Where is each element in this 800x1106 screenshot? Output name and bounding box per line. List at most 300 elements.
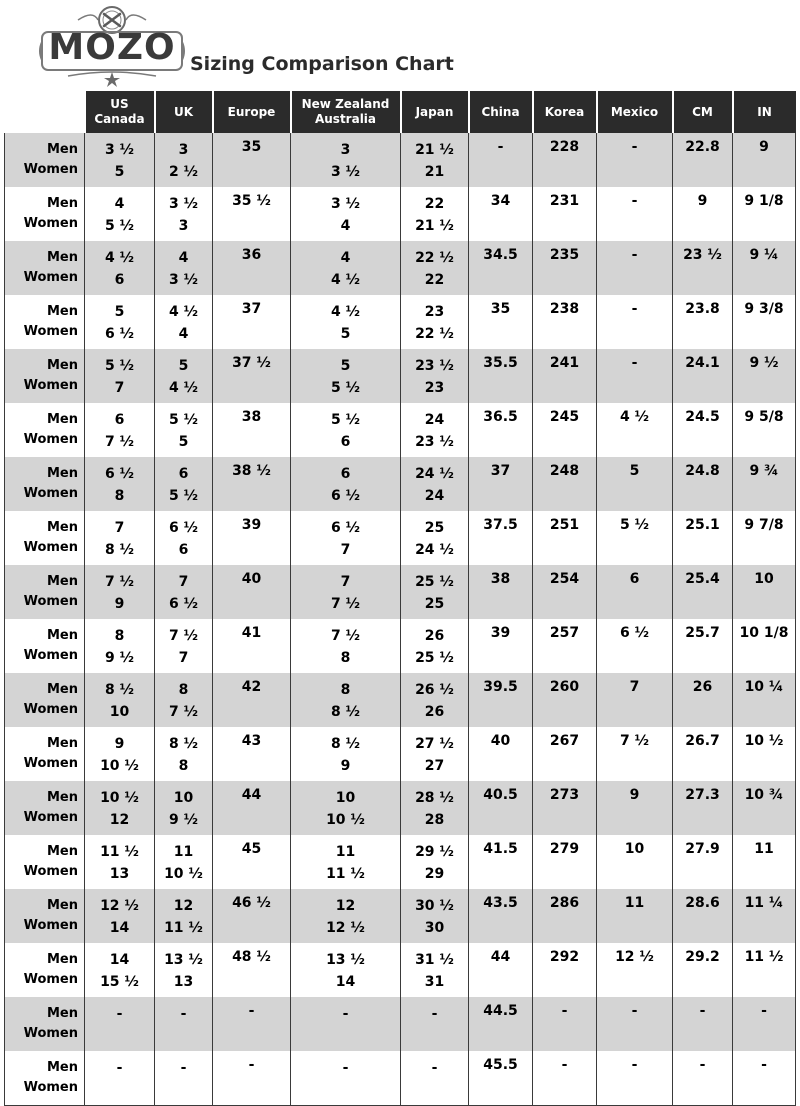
size-value: 254 (549, 571, 580, 587)
size-value: 292 (549, 949, 580, 965)
gender-label-cell (5, 295, 85, 349)
men-size-value: 22 ½ (415, 250, 454, 266)
size-cell-uk (155, 673, 213, 727)
size-cell-in (733, 943, 796, 997)
size-value: - (761, 1003, 767, 1019)
size-cell-mexico (597, 133, 673, 187)
women-size-value: 3 ½ (168, 272, 199, 288)
size-value: 238 (549, 301, 580, 317)
women-size-value (85, 1079, 154, 1101)
size-value: - (699, 1003, 706, 1019)
sizing-table (4, 91, 796, 1106)
size-cell-in (733, 511, 796, 565)
size-value: 251 (549, 517, 580, 533)
size-cell-in (733, 241, 796, 295)
women-size-value: 11 ½ (164, 920, 203, 936)
gender-label-cell (5, 727, 85, 781)
women-size-value: 24 (424, 488, 445, 504)
men-size-value: 30 ½ (415, 898, 454, 914)
size-cell-in (733, 133, 796, 187)
men-size-value: 25 (424, 520, 445, 536)
women-size-value: 3 ½ (330, 164, 361, 180)
table-row (5, 133, 796, 187)
size-value: - (561, 1003, 568, 1019)
size-value: - (699, 1057, 706, 1073)
table-row (5, 781, 796, 835)
size-value: - (561, 1057, 568, 1073)
men-size-value: 11 (335, 844, 356, 860)
size-cell-nz (291, 241, 401, 295)
table-row (5, 403, 796, 457)
size-cell-nz (291, 943, 401, 997)
column-header-mexico: Mexico (597, 91, 673, 133)
women-size-value (291, 1025, 400, 1047)
men-size-value: 26 ½ (415, 682, 454, 698)
size-cell-korea (533, 187, 597, 241)
size-cell-europe (213, 835, 291, 889)
table-row (5, 565, 796, 619)
table-row (5, 349, 796, 403)
size-value: 26 (692, 679, 713, 695)
men-size-value: 7 (340, 574, 351, 590)
size-cell-us (85, 403, 155, 457)
women-size-value: 12 (109, 812, 130, 828)
men-size-value: 4 ½ (330, 304, 361, 320)
size-cell-us (85, 241, 155, 295)
size-value: 24.5 (685, 409, 720, 425)
gender-label-cell (5, 889, 85, 943)
men-size-value: 6 (178, 466, 189, 482)
size-value: 9 (697, 193, 708, 209)
size-value: 40.5 (483, 787, 518, 803)
size-value: 46 ½ (232, 895, 271, 911)
size-value: 44 (490, 949, 511, 965)
women-size-value: 21 (424, 164, 445, 180)
table-row (5, 673, 796, 727)
men-size-value: 8 ½ (104, 682, 135, 698)
size-cell-europe (213, 457, 291, 511)
gender-label-cell (5, 1051, 85, 1106)
size-value: - (631, 1003, 638, 1019)
size-cell-nz (291, 511, 401, 565)
size-cell-uk (155, 457, 213, 511)
size-value: 44 (241, 787, 262, 803)
column-header-in: IN (733, 91, 796, 133)
size-cell-china (469, 295, 533, 349)
size-value: 9 (629, 787, 640, 803)
size-value: 27.3 (685, 787, 720, 803)
men-size-value: - (431, 1060, 438, 1076)
size-value: 40 (490, 733, 511, 749)
men-size-value: 4 (340, 250, 351, 266)
men-size-value: 6 (114, 412, 125, 428)
men-label: Men (46, 898, 78, 913)
men-size-value: 13 ½ (164, 952, 203, 968)
size-cell-cm (673, 727, 733, 781)
size-cell-japan (401, 1051, 469, 1106)
women-size-value: 6 (114, 272, 125, 288)
men-size-value: 9 (114, 736, 125, 752)
size-cell-nz (291, 1051, 401, 1106)
men-size-value: 7 ½ (104, 574, 135, 590)
men-label: Men (46, 952, 78, 967)
men-size-value: 6 ½ (330, 520, 361, 536)
size-cell-cm (673, 1051, 733, 1106)
size-cell-mexico (597, 1051, 673, 1106)
size-value: 267 (549, 733, 580, 749)
column-header-china: China (469, 91, 533, 133)
size-cell-china (469, 619, 533, 673)
women-size-value: 10 ½ (326, 812, 365, 828)
size-cell-us (85, 349, 155, 403)
table-row (5, 511, 796, 565)
size-value: 10 ½ (744, 733, 784, 749)
men-label: Men (46, 628, 78, 643)
size-value: 38 (241, 409, 262, 425)
men-size-value: 11 ½ (100, 844, 139, 860)
women-size-value: 10 (109, 704, 130, 720)
size-cell-europe (213, 997, 291, 1051)
gender-label-cell (5, 511, 85, 565)
men-size-value: - (180, 1060, 187, 1076)
size-cell-europe (213, 619, 291, 673)
women-label: Women (23, 486, 78, 501)
column-header-japan: Japan (401, 91, 469, 133)
size-cell-korea (533, 835, 597, 889)
size-value: 34 (490, 193, 511, 209)
size-cell-china (469, 943, 533, 997)
men-size-value: 7 (178, 574, 189, 590)
size-cell-china (469, 457, 533, 511)
size-cell-in (733, 295, 796, 349)
gender-label-cell (5, 565, 85, 619)
size-cell-us (85, 133, 155, 187)
women-size-value: 23 (424, 380, 445, 396)
size-value: 42 (241, 679, 262, 695)
men-size-value: 21 ½ (415, 142, 454, 158)
size-value: 257 (549, 625, 580, 641)
size-cell-uk (155, 295, 213, 349)
header-row (5, 91, 796, 133)
size-cell-in (733, 889, 796, 943)
size-cell-china (469, 187, 533, 241)
women-label: Women (23, 864, 78, 879)
size-cell-uk (155, 997, 213, 1051)
women-size-value: 7 (178, 650, 189, 666)
size-cell-nz (291, 835, 401, 889)
size-value: 27.9 (685, 841, 720, 857)
size-cell-mexico (597, 889, 673, 943)
size-cell-europe (213, 511, 291, 565)
size-cell-nz (291, 997, 401, 1051)
women-size-value: 5 (178, 434, 189, 450)
size-value: 245 (549, 409, 580, 425)
men-label: Men (46, 736, 78, 751)
women-size-value: 28 (424, 812, 445, 828)
size-cell-uk (155, 889, 213, 943)
size-cell-japan (401, 835, 469, 889)
women-size-value: 25 (424, 596, 445, 612)
women-size-value: 5 (340, 326, 351, 342)
gender-label-cell (5, 349, 85, 403)
size-cell-us (85, 835, 155, 889)
women-label: Women (23, 972, 78, 987)
women-size-value: 23 ½ (415, 434, 454, 450)
size-value: 11 ½ (744, 949, 784, 965)
size-value: 9 ¼ (749, 247, 779, 263)
men-label: Men (46, 520, 78, 535)
men-size-value: 23 ½ (415, 358, 454, 374)
size-value: 36 (241, 247, 262, 263)
size-value: 286 (549, 895, 580, 911)
size-cell-uk (155, 565, 213, 619)
page-title: Sizing Comparison Chart (190, 53, 454, 75)
size-cell-mexico (597, 835, 673, 889)
men-size-value: 4 ½ (168, 304, 199, 320)
size-cell-us (85, 781, 155, 835)
women-size-value: 6 (340, 434, 351, 450)
size-cell-korea (533, 457, 597, 511)
size-cell-mexico (597, 187, 673, 241)
size-cell-cm (673, 241, 733, 295)
women-size-value (155, 1025, 212, 1047)
size-cell-us (85, 727, 155, 781)
women-size-value: 6 (178, 542, 189, 558)
size-cell-china (469, 565, 533, 619)
women-label: Women (23, 810, 78, 825)
size-cell-cm (673, 943, 733, 997)
size-value: 235 (549, 247, 580, 263)
men-size-value: 13 ½ (326, 952, 365, 968)
women-size-value: 3 (178, 218, 189, 234)
size-value: 29.2 (685, 949, 720, 965)
column-header-new-zealand-australia: New Zealand Australia (291, 91, 401, 133)
men-size-value: - (342, 1060, 349, 1076)
men-label: Men (46, 790, 78, 805)
size-value: 11 (754, 841, 774, 857)
men-size-value: 3 (340, 142, 351, 158)
size-cell-europe (213, 187, 291, 241)
men-size-value: 7 (114, 520, 125, 536)
men-size-value: 12 (173, 898, 194, 914)
men-label: Men (46, 682, 78, 697)
size-cell-in (733, 457, 796, 511)
gender-label-cell (5, 133, 85, 187)
size-cell-uk (155, 187, 213, 241)
size-cell-mexico (597, 997, 673, 1051)
women-size-value: 8 (340, 650, 351, 666)
table-row (5, 835, 796, 889)
size-value: - (497, 139, 504, 155)
size-value: 34.5 (483, 247, 518, 263)
women-label: Women (23, 1026, 78, 1041)
women-size-value: 9 ½ (104, 650, 135, 666)
men-size-value: 3 ½ (330, 196, 361, 212)
size-cell-in (733, 781, 796, 835)
men-size-value: 6 (340, 466, 351, 482)
women-size-value: 22 ½ (415, 326, 454, 342)
size-cell-mexico (597, 619, 673, 673)
men-size-value: 22 (424, 196, 445, 212)
size-cell-japan (401, 295, 469, 349)
size-cell-cm (673, 457, 733, 511)
women-size-value: 7 ½ (168, 704, 199, 720)
table-body (5, 133, 796, 1106)
size-cell-nz (291, 403, 401, 457)
size-value: 35 (241, 139, 262, 155)
men-size-value: 5 (340, 358, 351, 374)
size-cell-japan (401, 133, 469, 187)
size-cell-nz (291, 727, 401, 781)
size-value: 24.8 (685, 463, 720, 479)
size-cell-china (469, 673, 533, 727)
size-cell-in (733, 997, 796, 1051)
men-size-value: 25 ½ (415, 574, 454, 590)
gender-label-cell (5, 403, 85, 457)
women-size-value: 9 ½ (168, 812, 199, 828)
size-cell-uk (155, 133, 213, 187)
men-size-value: 8 (114, 628, 125, 644)
size-cell-korea (533, 619, 597, 673)
size-value: 39 (241, 517, 262, 533)
header-blank-cell (5, 91, 85, 133)
size-cell-cm (673, 835, 733, 889)
size-value: 11 ¼ (744, 895, 784, 911)
size-value: 241 (549, 355, 580, 371)
size-cell-in (733, 565, 796, 619)
men-label: Men (46, 412, 78, 427)
size-cell-us (85, 1051, 155, 1106)
women-label: Women (23, 270, 78, 285)
size-cell-japan (401, 889, 469, 943)
column-header-uk: UK (155, 91, 213, 133)
table-row (5, 619, 796, 673)
size-cell-mexico (597, 565, 673, 619)
size-value: 38 (490, 571, 511, 587)
size-cell-mexico (597, 349, 673, 403)
size-value: 279 (549, 841, 580, 857)
women-size-value: 12 ½ (326, 920, 365, 936)
size-cell-korea (533, 295, 597, 349)
gender-label-cell (5, 241, 85, 295)
size-value: 26.7 (685, 733, 720, 749)
men-label: Men (46, 304, 78, 319)
gender-label-cell (5, 835, 85, 889)
gender-label-cell (5, 619, 85, 673)
size-cell-europe (213, 295, 291, 349)
women-size-value: 4 (178, 326, 189, 342)
women-size-value: 2 ½ (168, 164, 199, 180)
size-value: - (631, 139, 638, 155)
size-cell-mexico (597, 781, 673, 835)
men-size-value: 5 ½ (104, 358, 135, 374)
size-value: 5 (629, 463, 640, 479)
women-size-value: 4 ½ (168, 380, 199, 396)
size-value: 10 ¾ (744, 787, 784, 803)
size-value: 37.5 (483, 517, 518, 533)
size-cell-korea (533, 781, 597, 835)
size-cell-in (733, 619, 796, 673)
women-label: Women (23, 378, 78, 393)
size-cell-cm (673, 133, 733, 187)
gender-label-cell (5, 457, 85, 511)
size-value: 10 1/8 (739, 625, 789, 641)
gender-label-cell (5, 187, 85, 241)
size-cell-mexico (597, 673, 673, 727)
size-value: - (631, 1057, 638, 1073)
women-size-value: 25 ½ (415, 650, 454, 666)
men-size-value: 5 ½ (330, 412, 361, 428)
size-cell-us (85, 295, 155, 349)
size-value: 36.5 (483, 409, 518, 425)
size-cell-japan (401, 943, 469, 997)
men-size-value: 8 (340, 682, 351, 698)
women-size-value: 6 ½ (330, 488, 361, 504)
size-cell-uk (155, 781, 213, 835)
men-size-value: 8 ½ (330, 736, 361, 752)
size-value: 44.5 (483, 1003, 518, 1019)
women-size-value: 10 ½ (164, 866, 203, 882)
size-cell-cm (673, 403, 733, 457)
size-cell-us (85, 889, 155, 943)
size-cell-us (85, 565, 155, 619)
size-cell-korea (533, 511, 597, 565)
women-size-value: 5 (114, 164, 125, 180)
size-cell-mexico (597, 241, 673, 295)
women-size-value (155, 1079, 212, 1101)
women-size-value: 27 (424, 758, 445, 774)
size-value: 41 (241, 625, 262, 641)
column-header-cm: CM (673, 91, 733, 133)
size-value: 22.8 (685, 139, 720, 155)
size-cell-cm (673, 565, 733, 619)
size-cell-europe (213, 889, 291, 943)
size-value: 39.5 (483, 679, 518, 695)
women-size-value: 6 ½ (104, 326, 135, 342)
size-value: 25.7 (685, 625, 720, 641)
size-value: 25.1 (685, 517, 720, 533)
women-size-value: 15 ½ (100, 974, 139, 990)
size-value: 24.1 (685, 355, 720, 371)
men-label: Men (46, 250, 78, 265)
size-value: 10 (754, 571, 774, 587)
column-header-us-canada: US Canada (85, 91, 155, 133)
size-cell-us (85, 511, 155, 565)
men-size-value: 4 ½ (104, 250, 135, 266)
size-value: 35 ½ (232, 193, 271, 209)
size-cell-korea (533, 997, 597, 1051)
table-row (5, 997, 796, 1051)
size-value: 9 7/8 (744, 517, 784, 533)
size-cell-cm (673, 997, 733, 1051)
men-size-value: 5 ½ (168, 412, 199, 428)
size-value: - (761, 1057, 767, 1073)
size-cell-cm (673, 781, 733, 835)
women-size-value: 7 ½ (330, 596, 361, 612)
men-size-value: 12 ½ (100, 898, 139, 914)
size-cell-china (469, 835, 533, 889)
women-size-value (401, 1079, 468, 1101)
size-cell-in (733, 349, 796, 403)
men-size-value: 27 ½ (415, 736, 454, 752)
size-cell-europe (213, 781, 291, 835)
size-value: 37 (241, 301, 262, 317)
size-cell-mexico (597, 943, 673, 997)
size-value: 45 (241, 841, 262, 857)
size-cell-cm (673, 187, 733, 241)
size-value: - (631, 247, 638, 263)
size-cell-mexico (597, 727, 673, 781)
